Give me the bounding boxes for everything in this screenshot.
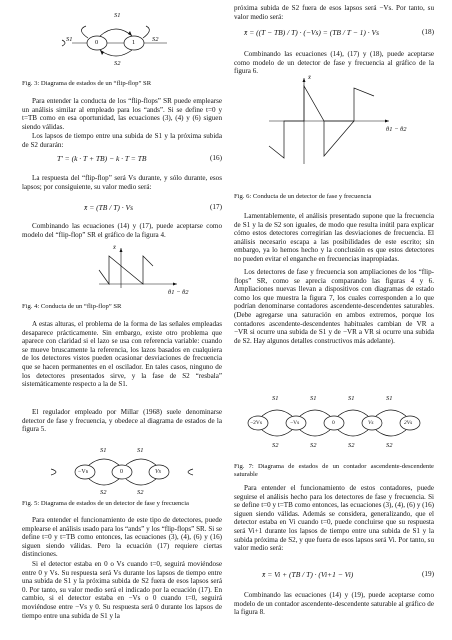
fig6-graph	[264, 76, 404, 166]
fig3-caption: Fig. 3: Diagrama de estados de un “flip-flop” SR	[22, 80, 152, 87]
fig7-caption: Fig. 7: Diagrama de estados de un contador ascendente-descendente saturable	[234, 463, 434, 478]
fig7-state-mvs: −Vs	[290, 420, 300, 426]
right-paragraph-3: Lamentablemente, el análisis presentado supone que la frecuencia de S1 y la de S2 son iguales, de modo que resulta inútil para explicar cómo estos detectores corregirían las desviaciones de frecuencia. El análisis necesario escapa a las posibilidades de este escrito; sin embargo, ya lo hemos hecho y la conclusión es que estos detectores no pueden evitar el enganche en frecuencias inapropiadas.	[234, 212, 434, 263]
fig7-label-s2: S2	[272, 442, 279, 449]
right-paragraph-5: Para entender el funcionamiento de estos contadores, puede seguirse el análisis hecho para los detectores de fase y frecuencia. Si se define t=0 y t=TB como entonces, las ecuaciones (3), (4), (6) y (16) siguen siendo válidas. Además se considera, generalizando, que el detector estaba en Vi cuando t=0, puede concluirse que su respuesta será Vi+1 durante los lapsos de tiempo entre una subida de S1 y la subida próxima de S2, y que fuera de esos lapsos será Vi. Por tanto, su valor medio será:	[234, 484, 434, 553]
right-paragraph-4: Los detectores de fase y frecuencia son ampliaciones de los “flip-flops” SR, como se aprecia comparando las figuras 4 y 6. Ampliaciones nuevas llevan a dispositivos con diagramas de estado como los que muestra la figura 7, los cuales corresponden a lo que podrían denominarse contadores ascendente-descendentes saturables. (Debe agregarse una saturación en ambos extremos, porque los contadores ascendente-descendentes habituales cambian de VR a −VR si ocurre una subida de S1 y de −VR a VR si ocurre una subida de S2. Hay algunos detalles constructivos más adelante).	[234, 268, 434, 345]
fig6-caption: Fig. 6: Conducta de un detector de fase y frecuencia	[234, 193, 372, 200]
fig7-state-0: 0	[332, 420, 335, 426]
fig7-label-s1-c: S1	[348, 395, 355, 402]
left-paragraph-7: Para entender el funcionamiento de este tipo de detectores, puede emplearse el análisis usado para los “ands” y los “flip-flops” SR. Si se define t=0 y t=TB como entonces, las ecuaciones (3), (4), (6) y (16) siguen siendo válidas. Pero la ecuación (17) requiere ciertas distinciones.	[22, 516, 222, 559]
fig7-label-s2-b: S2	[310, 442, 317, 449]
fig5-label-s2-bottom: S2	[100, 489, 107, 496]
fig3-label-s2-right: S2	[152, 36, 159, 43]
fig5-state-vs: Vs	[155, 469, 161, 475]
fig3-state-1: 1	[132, 39, 136, 46]
left-paragraph-1: Para entender la conducta de los “flip-flops” SR puede emplearse un análisis similar al empleado para los “ands”. Si se define t=0 y t=TB como en esa oportunidad, las ecuaciones (3), (4) y (6) siguen siendo válidas.	[22, 97, 222, 131]
right-paragraph-1: próxima subida de S2 fuera de esos lapsos será −Vs. Por tanto, su valor medio será:	[234, 4, 434, 21]
fig3-state-diagram	[62, 10, 182, 65]
fig4-graph	[77, 246, 187, 291]
fig3-label-s2-bottom: S2	[114, 60, 121, 67]
left-paragraph-3: La respuesta del “flip-flop” será Vs durante, y sólo durante, esos lapsos; por consiguiente, su valor medio será:	[22, 174, 222, 191]
right-paragraph-2: Combinando las ecuaciones (14), (17) y (18), puede aceptarse como modelo de un detector de fase y frecuencia al gráfico de la figura 6.	[234, 50, 434, 76]
fig3-label-s1-top: S1	[114, 12, 121, 19]
fig7-state-m2vs: −2Vs	[250, 420, 262, 426]
fig3-label-s1-left: S1	[66, 36, 73, 43]
fig5-state-0: 0	[120, 469, 123, 475]
left-paragraph-5: A estas alturas, el problema de la forma de las señales empleadas desaparece prácticamente. Sin embargo, existe otro problema que aparece con claridad si el lazo se usa con referencia variable: cuando se mueve bruscamente la referencia, los lazos basados en cualquiera de los detectores vistos pueden ocasionar desviaciones de frecuencia que se hacen permanentes en el oscilador. En tales casos, ninguno de los detectores presentados sirve, y la fase de S2 “resbala” sistemáticamente respecto a la de S1.	[22, 320, 222, 389]
fig3-state-0: 0	[95, 39, 99, 46]
fig5-label-s2-bottom2: S2	[137, 489, 144, 496]
fig5-caption: Fig. 5: Diagrama de estados de un detector de fase y frecuencia	[22, 500, 189, 507]
fig7-label-s1-d: S1	[386, 395, 393, 402]
fig7-label-s1-b: S1	[310, 395, 317, 402]
fig7-state-2vs: 2Vs	[404, 420, 413, 426]
fig4-caption: Fig. 4: Conducta de un “flip-flop” SR	[22, 303, 122, 310]
left-paragraph-2: Los lapsos de tiempo entre una subida de S1 y la próxima subida de S2 durarán:	[22, 132, 222, 149]
fig7-label-s2-c: S2	[348, 442, 355, 449]
left-paragraph-4: Combinando las ecuaciones (14) y (17), puede aceptarse como modelo del “flip-flop” SR el gráfico de la figura 4.	[22, 222, 222, 239]
left-paragraph-8: Si el detector estaba en 0 o Vs cuando t=0, seguirá moviéndose entre 0 y Vs. Su respuesta será Vs durante los lapsos de tiempo entre una subida de S1 y la próxima subida de S2 fuera de esos lapsos será 0. Por tanto, su valor medio será el indicado por la ecuación (17). En cambio, si el detector estaba en −Vs o 0 cuando t=0, seguirá moviéndose entre −Vs y 0. Su respuesta será 0 durante los lapsos de tiempo entre una subida de S1 y la	[22, 560, 222, 620]
fig5-state-mvs: −Vs	[78, 469, 89, 475]
fig4-x-label: θ1 − θ2	[168, 289, 189, 296]
fig7-state-vs: Vs	[368, 420, 374, 426]
fig7-label-s2-d: S2	[386, 442, 393, 449]
right-paragraph-6: Combinando las ecuaciones (14) y (19), puede aceptarse como modelo de un contador ascendente-descendente saturable al gráfico de la figura 8.	[234, 591, 434, 617]
left-paragraph-6: El regulador empleado por Millar (1968) suele denominarse detector de fase y frecuencia, y obedece al diagrama de estados de la figura 5.	[22, 408, 222, 434]
fig6-x-label: θ1 − θ2	[386, 126, 407, 133]
fig6-y-label: x̄	[308, 74, 311, 81]
fig4-y-label: x̄	[113, 244, 116, 251]
fig7-label-s1: S1	[272, 395, 279, 402]
fig5-label-s1-top2: S1	[137, 447, 144, 454]
fig5-label-s1-top: S1	[100, 447, 107, 454]
